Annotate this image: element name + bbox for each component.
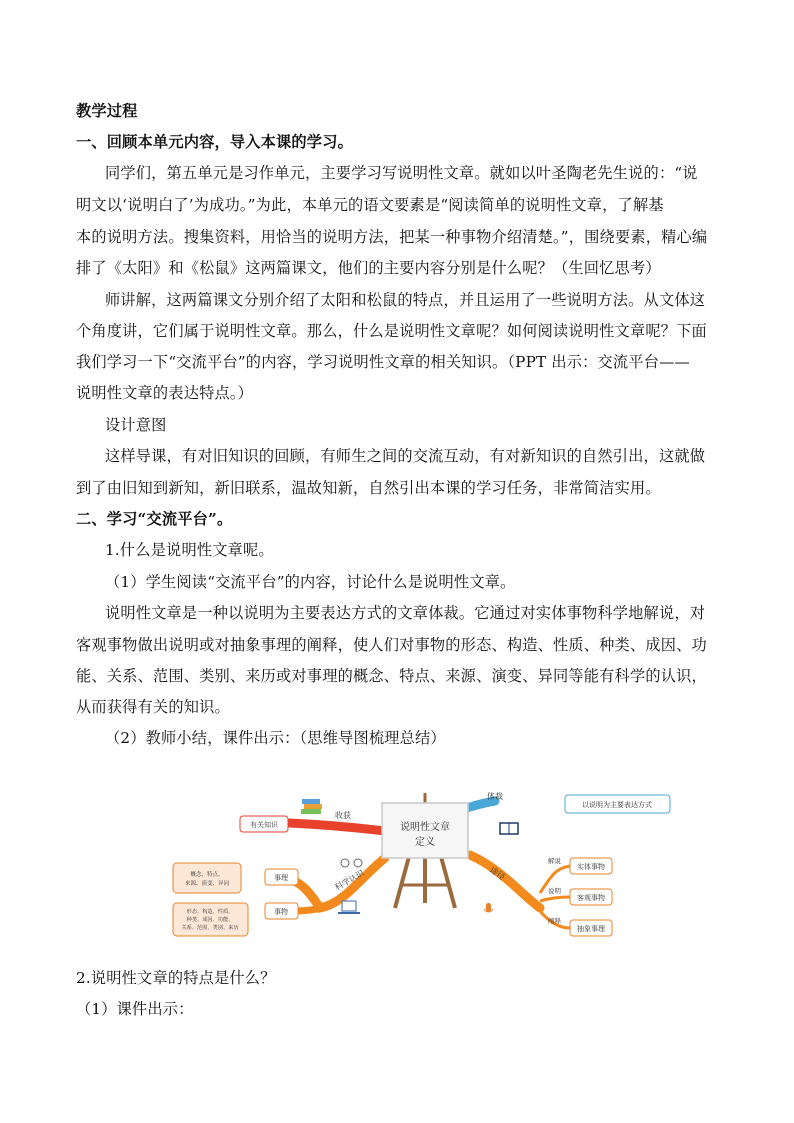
shiwu-detail-3: 关系、范围、类别、来历	[181, 925, 239, 931]
paragraph-2-line: 师讲解，这两篇课文分别介绍了太阳和松鼠的特点，并且运用了一些说明方法。从文体这	[105, 291, 706, 309]
paragraph-1-line: 明文以‘说明白了’为成功。”为此，本单元的语文要素是“阅读简单的说明性文章，了解基	[76, 196, 664, 214]
paragraph-2-line: 我们学习一下“交流平台”的内容，学习说明性文章的相关知识。（PPT 出示：交流平台——	[76, 353, 690, 371]
box-shitishiwu: 实体事物	[577, 863, 605, 871]
center-title-line2: 定义	[415, 837, 435, 848]
shili-detail-1: 概念、特点、	[190, 872, 224, 878]
paragraph-4-line: 说明性文章是一种以说明为主要表达方式的文章体裁。它通过对实体事物科学地解说，对	[105, 604, 706, 622]
box-chouxiangshili: 抽象事理	[577, 925, 605, 933]
branch-right	[470, 855, 540, 908]
question-1: 1.什么是说明性文章呢。	[105, 541, 274, 559]
paragraph-3-line: 这样导课，有对旧知识的回顾，有师生之间的交流互动，有对新知识的自然引出，这就做	[105, 447, 706, 465]
people-icon	[341, 859, 362, 867]
section-1-title: 一、回顾本单元内容，导入本课的学习。	[76, 133, 353, 151]
paragraph-4-line: 从而获得有关的知识。	[76, 698, 230, 716]
question-2-step-1: （1）课件出示：	[76, 1000, 194, 1018]
center-title-line1: 说明性文章	[400, 822, 450, 833]
question-1-step-1: （1）学生阅读“交流平台”的内容，讨论什么是说明性文章。	[105, 573, 516, 591]
label-tica: 体裁	[487, 792, 503, 801]
top-box-text: 以说明为主要表达方式	[582, 801, 652, 809]
paragraph-4-line: 能、关系、范围、类别、来历或对事理的概念、特点、来源、演变、异同等能有科学的认识，	[76, 667, 707, 685]
paragraph-1-line: 同学们，第五单元是习作单元，主要学习写说明性文章。就如以叶圣陶老先生说的：“说	[105, 164, 698, 182]
paragraph-1-line: 排了《太阳》和《松鼠》这两篇课文，他们的主要内容分别是什么呢？（生回忆思考）	[76, 259, 661, 277]
mind-map	[170, 783, 690, 948]
shiwu-detail-1: 形态、构造、性质、	[186, 909, 234, 915]
shili-detail-2: 来源、演变、异同	[184, 881, 230, 887]
label-jieshuo: 解说	[548, 857, 561, 865]
paragraph-1-line: 本的说明方法。搜集资料，用恰当的说明方法，把某一种事物介绍清楚。”，围绕要素，精心编	[76, 228, 708, 246]
box-keguanshiwu: 客观事物	[577, 894, 605, 902]
label-shouhuo: 收获	[335, 811, 351, 820]
node-shiwu: 事物	[274, 908, 288, 916]
paragraph-2-line: 说明性文章的表达特点。）	[76, 384, 254, 402]
box-youguanzhishi: 有关知识	[250, 821, 278, 829]
paragraph-3-line: 到了由旧知到新知，新旧联系，温故知新，自然引出本课的学习任务，非常简洁实用。	[76, 479, 661, 497]
microphone-icon	[484, 903, 493, 912]
label-shuoming: 说明	[548, 887, 561, 895]
label-kexuerenshi: 科学认识	[333, 868, 366, 893]
easel-icon	[382, 793, 468, 908]
question-2: 2.说明性文章的特点是什么？	[76, 969, 276, 987]
paragraph-2-line: 个角度讲，它们属于说明性文章。那么，什么是说明性文章呢？如何阅读说明性文章呢？下面	[76, 322, 707, 340]
node-shili: 事理	[274, 874, 288, 882]
branch-right-2	[540, 897, 570, 901]
book-icon	[500, 823, 518, 834]
books-icon	[301, 799, 322, 814]
question-1-step-2: （2）教师小结，课件出示：（思维导图梳理总结）	[105, 729, 446, 747]
section-2-title: 二、学习“交流平台”。	[76, 510, 233, 528]
paragraph-4-line: 客观事物做出说明或对抽象事理的阐释，使人们对事物的形态、构造、性质、种类、成因、功	[76, 636, 707, 654]
heading: 教学过程	[76, 102, 138, 120]
branch-left-top	[290, 823, 385, 831]
label-chanshi: 阐释	[548, 917, 561, 925]
label-tujing: 途径	[488, 865, 507, 882]
design-intent-title: 设计意图	[105, 416, 167, 434]
shiwu-detail-2: 种类、成因、功能、	[186, 917, 234, 923]
